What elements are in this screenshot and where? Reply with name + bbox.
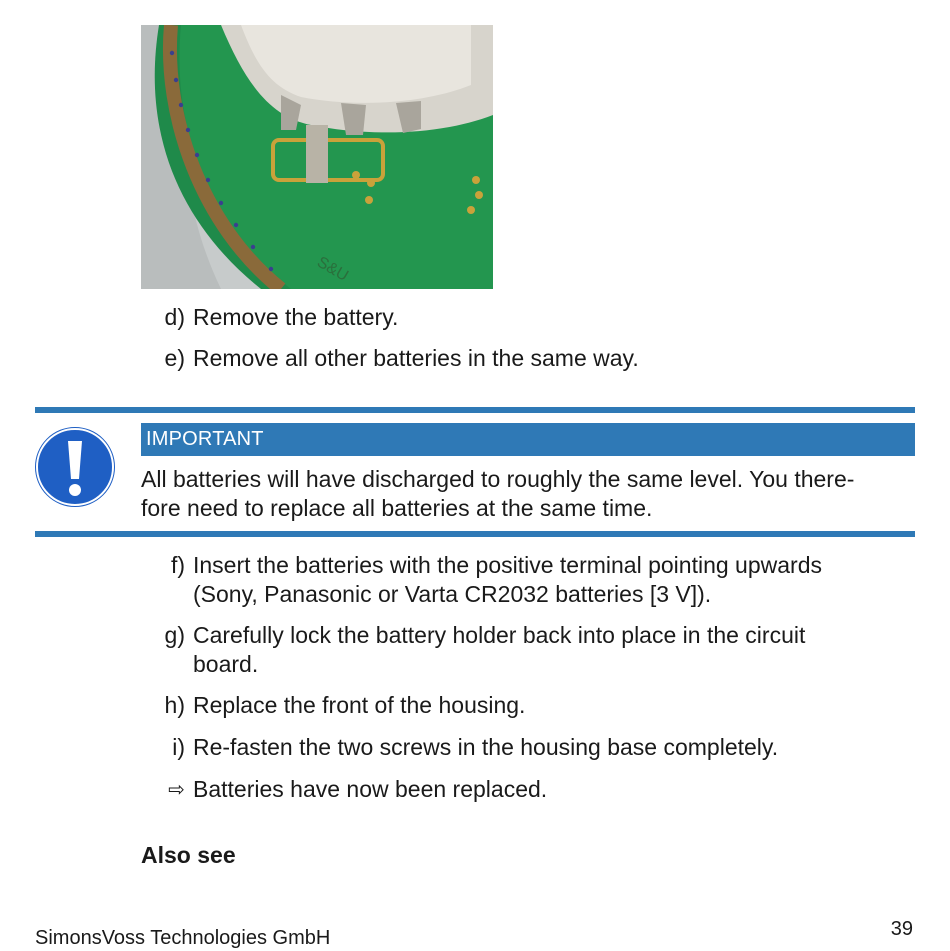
important-top-rule (35, 407, 915, 413)
step-text-line: Insert the batteries with the positive terminal pointing upwards (193, 552, 822, 578)
step-text: Re-fasten the two screws in the housing base completely. (193, 734, 779, 760)
important-text-line: fore need to replace all batteries at the same time. (141, 495, 653, 521)
step-text: Replace the front of the housing. (193, 692, 526, 718)
important-text (141, 465, 919, 523)
step-marker: i) (172, 734, 185, 760)
result-text: Batteries have now been replaced. (193, 776, 548, 802)
step-text (193, 621, 913, 678)
step-text-line: (Sony, Panasonic or Varta CR2032 batteries [3 V]). (193, 580, 712, 607)
step-marker: f) (170, 552, 185, 578)
important-text-line: All batteries will have discharged to roughly the same level. You there- (141, 466, 855, 492)
step-text-line: board. (193, 650, 259, 677)
battery-holder-photo (141, 25, 493, 289)
step-text-line: Carefully lock the battery holder back into place in the circuit (193, 622, 806, 648)
result-arrow-icon: ⇨ (168, 777, 185, 801)
also-see-heading: Also see (141, 842, 236, 868)
important-heading: IMPORTANT (141, 423, 915, 456)
step-marker: e) (164, 345, 185, 371)
step-marker: d) (164, 304, 185, 330)
step-marker: h) (164, 692, 185, 718)
svg-text:S&U: S&U (314, 253, 351, 285)
step-text (193, 551, 913, 608)
step-text: Remove all other batteries in the same way. (193, 345, 639, 371)
step-text: Remove the battery. (193, 304, 399, 330)
important-bottom-rule (35, 531, 915, 537)
exclamation-icon (35, 427, 115, 507)
step-marker: g) (164, 622, 185, 648)
footer-company: SimonsVoss Technologies GmbH (35, 927, 331, 949)
page-number: 39 (890, 918, 913, 940)
